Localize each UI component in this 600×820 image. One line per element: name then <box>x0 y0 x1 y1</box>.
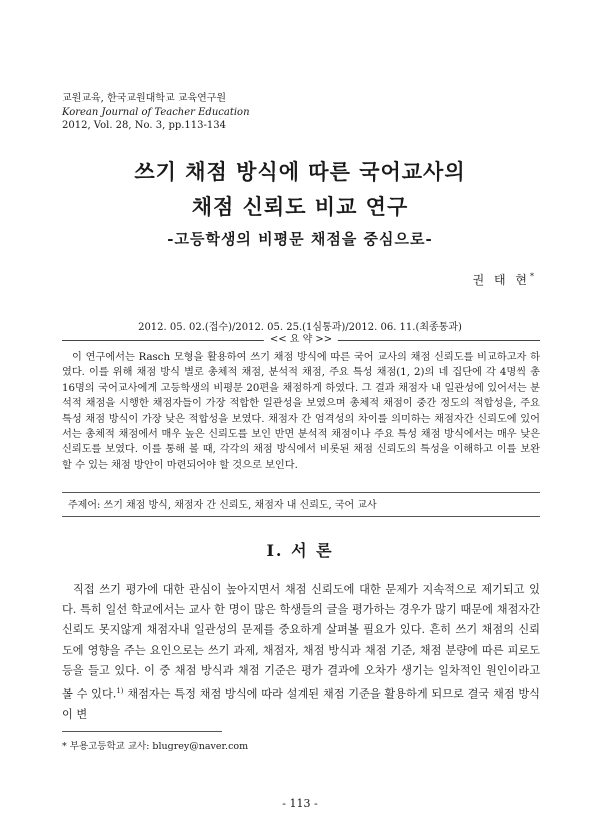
title-line-2: 채점 신뢰도 비교 연구 <box>191 194 409 219</box>
journal-name-en: Korean Journal of Teacher Education <box>62 106 250 118</box>
abstract-text: 이 연구에서는 Rasch 모형을 활용하여 쓰기 채점 방식에 따른 국어 교사의 채점 신뢰도를 비교하고자 하였다. 이를 위해 채점 방식 별로 총체적 채점, 분석적 채점, 주요 특성 채점(1, 2)의 네 집단에 각 4명씩 총 16명의 국어교사에게 고등학생의 비평문 20편을 채점하게 하였다. 그 결과 채점자 내 일관성에 있어서는 분석적 채점을 시행한 채점자들이 가장 적합한 일관성을 보였으며 총체적 채점이 중간 정도의 적합성을, 주요 특성 채점 방식이 가장 낮은 적합성을 보였다. 채점자 간 엄격성의 차이를 의미하는 채점자간 신뢰도에 있어서는 총체적 채점에서 매우 높은 신뢰도를 보인 반면 분석적 채점이나 주요 특성 채점 방식에서는 매우 낮은 신뢰도를 보였다. 이를 통해 볼 때, 각각의 채점 방식에서 비롯된 채점 신뢰도의 특성을 이해하고 이를 보완할 수 있는 채점 방안이 마련되어야 할 것으로 보인다. <box>62 352 540 471</box>
keywords: 주제어: 쓰기 채점 방식, 채점자 간 신뢰도, 채점자 내 신뢰도, 국어 교사 <box>68 500 377 511</box>
author-name: 권 태 현 <box>472 273 530 287</box>
body-paragraph <box>62 580 540 725</box>
footnote-ref: 1) <box>116 687 124 696</box>
body-text-part-2: 채점자는 특정 채점 방식에 따라 설계된 채점 기준을 활용하게 되므로 결국 채점 방식이 변 <box>62 687 540 721</box>
subtitle: -고등학생의 비평문 채점을 중심으로- <box>167 230 433 248</box>
submission-dates: 2012. 05. 02.(접수)/2012. 05. 25.(1심통과)/2012. 06. 11.(최종통과) <box>138 322 462 333</box>
footnote: * 부용고등학교 교사: blugrey@naver.com <box>62 741 249 752</box>
author-mark: * <box>530 272 534 281</box>
author <box>473 271 534 288</box>
abstract-heading <box>62 333 540 347</box>
journal-volume: 2012, Vol. 28, No. 3, pp.113-134 <box>62 120 226 131</box>
keywords-top-rule <box>62 492 540 493</box>
page-number: - 113 - <box>282 797 318 810</box>
keywords-bottom-rule <box>62 516 540 517</box>
abstract-heading-label: << 요 약 >> <box>264 333 338 347</box>
journal-info <box>62 92 250 133</box>
section-heading: Ⅰ. 서 론 <box>266 541 334 560</box>
footnote-rule <box>62 731 222 732</box>
title-line-1: 쓰기 채점 방식에 따른 국어교사의 <box>134 159 466 184</box>
journal-name-ko: 교원교육, 한국교원대학교 교육연구원 <box>62 93 227 104</box>
body-text-part-1: 직접 쓰기 평가에 대한 관심이 높아지면서 채점 신뢰도에 대한 문제가 지속적으로 제기되고 있다. 특히 일선 학교에서는 교사 한 명이 많은 학생들의 글을 평가하는 경우가 많기 때문에 채점자간 신뢰도 못지않게 채점자내 일관성의 문제를 중요하게 살펴볼 필요가 있다. 흔히 쓰기 채점의 신뢰도에 영향을 주는 요인으로는 쓰기 과제, 채점자, 채점 방식과 채점 기준, 채점 분량에 따른 피로도 등을 들고 있다. 이 중 채점 방식과 채점 기준은 평가 결과에 오차가 생기는 일차적인 원인이라고 볼 수 있다. <box>62 583 540 701</box>
